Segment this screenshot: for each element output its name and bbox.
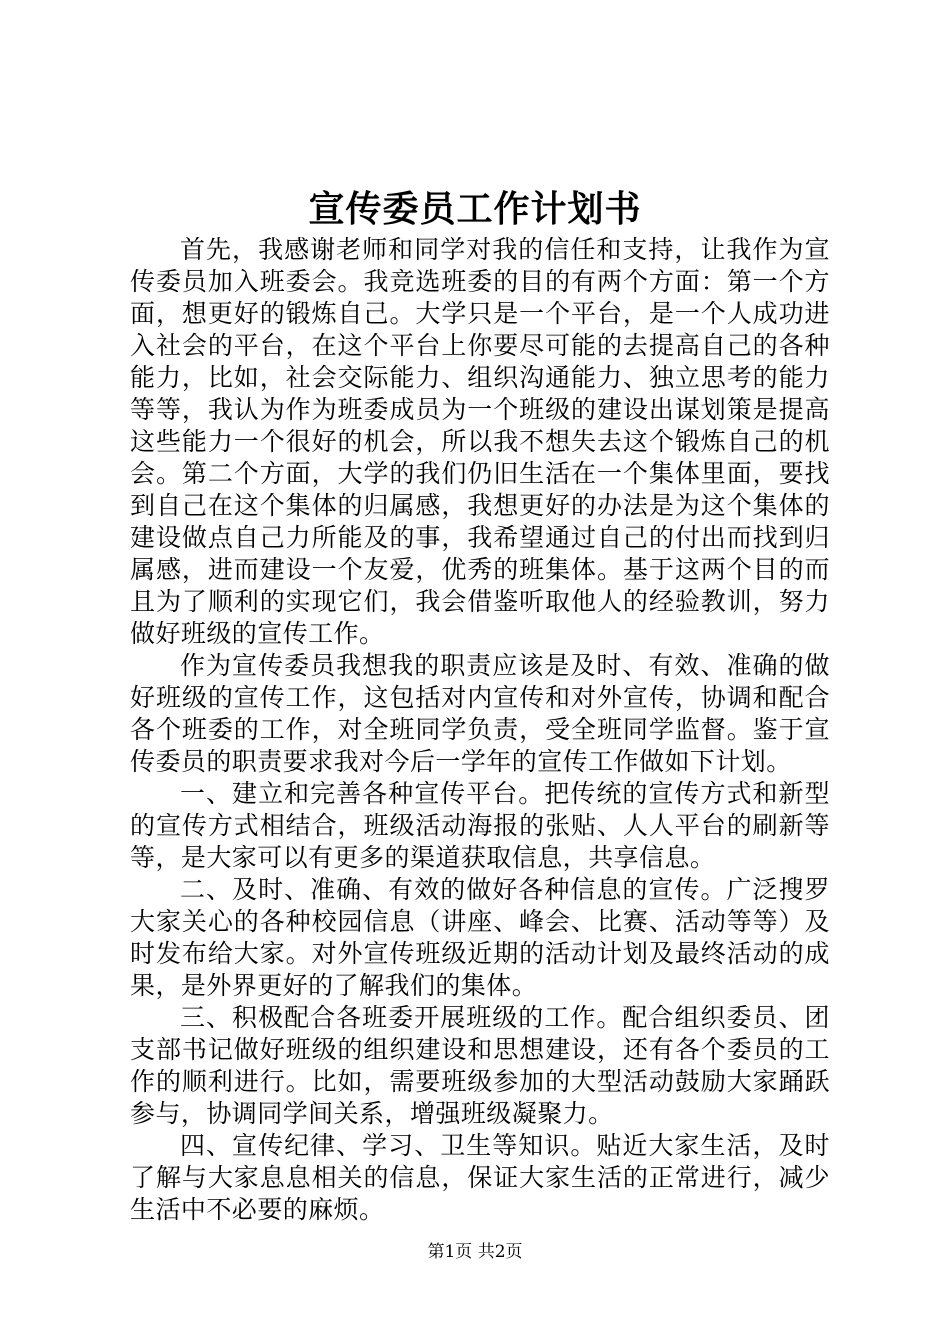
paragraph-plan-3: 三、积极配合各班委开展班级的工作。配合组织委员、团支部书记做好班级的组织建设和思想建设，还有各个委员的工作的顺利进行。比如，需要班级参加的大型活动鼓励大家踊跃参与，协调同学间关系，增强班级凝聚力。 bbox=[130, 1003, 830, 1128]
paragraph-plan-2: 二、及时、准确、有效的做好各种信息的宣传。广泛搜罗大家关心的各种校园信息（讲座、峰会、比赛、活动等等）及时发布给大家。对外宣传班级近期的活动计划及最终活动的成果，是外界更好的了解我们的集体。 bbox=[130, 875, 830, 1000]
document-body bbox=[130, 234, 830, 1226]
paragraph-plan-1: 一、建立和完善各种宣传平台。把传统的宣传方式和新型的宣传方式相结合，班级活动海报的张贴、人人平台的刷新等等，是大家可以有更多的渠道获取信息，共享信息。 bbox=[130, 779, 830, 872]
document-title: 宣传委员工作计划书 bbox=[308, 188, 642, 230]
paragraph-intro: 首先，我感谢老师和同学对我的信任和支持，让我作为宣传委员加入班委会。我竞选班委的目的有两个方面：第一个方面，想更好的锻炼自己。大学只是一个平台，是一个人成功进入社会的平台，在这个平台上你要尽可能的去提高自己的各种能力，比如，社会交际能力、组织沟通能力、独立思考的能力等等，我认为作为班委成员为一个班级的建设出谋划策是提高这些能力一个很好的机会，所以我不想失去这个锻炼自己的机会。第二个方面，大学的我们仍旧生活在一个集体里面，要找到自己在这个集体的归属感，我想更好的办法是为这个集体的建设做点自己力所能及的事，我希望通过自己的付出而找到归属感，进而建设一个友爱，优秀的班集体。基于这两个目的而且为了顺利的实现它们，我会借鉴听取他人的经验教训，努力做好班级的宣传工作。 bbox=[130, 235, 830, 648]
paragraph-plan-4: 四、宣传纪律、学习、卫生等知识。贴近大家生活，及时了解与大家息息相关的信息，保证大家生活的正常进行，减少生活中不必要的麻烦。 bbox=[130, 1131, 830, 1224]
paragraph-duties: 作为宣传委员我想我的职责应该是及时、有效、准确的做好班级的宣传工作，这包括对内宣传和对外宣传，协调和配合各个班委的工作，对全班同学负责，受全班同学监督。鉴于宣传委员的职责要求我对今后一学年的宣传工作做如下计划。 bbox=[130, 651, 830, 776]
page-number-footer: 第1页 共2页 bbox=[427, 1242, 523, 1262]
